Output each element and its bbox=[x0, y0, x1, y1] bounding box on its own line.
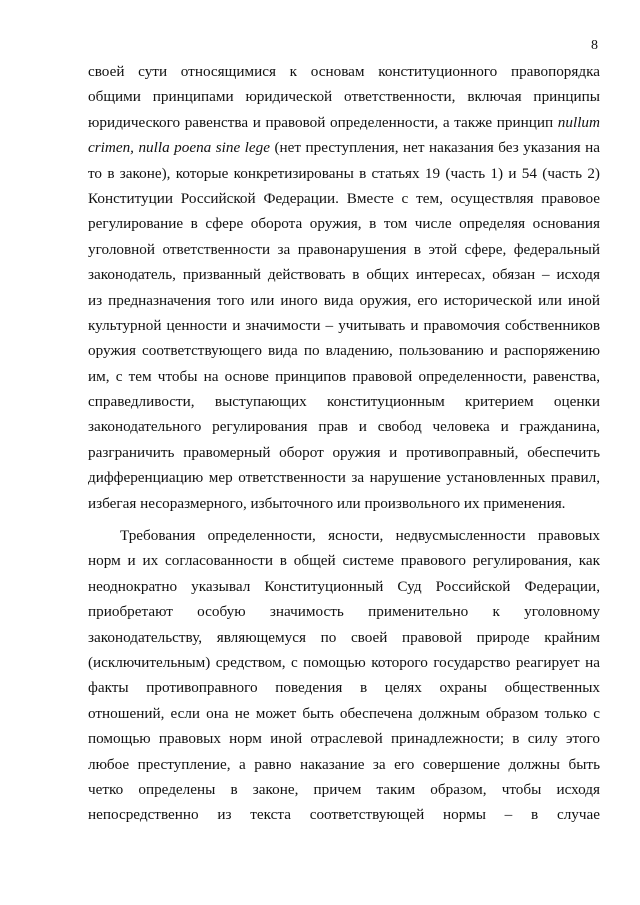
text-line bbox=[88, 110, 600, 135]
text-line: законодательного регулирования прав и свобод человека и гражданина, bbox=[88, 418, 600, 436]
text-line: факты противоправного поведения в целях охраны общественных bbox=[88, 679, 600, 697]
text-line: то в законе), которые конкретизированы в статьях 19 (часть 1) и 54 (часть 2) bbox=[88, 164, 600, 182]
text-line bbox=[88, 135, 600, 160]
text-line: четко определены в законе, причем таким образом, чтобы исходя bbox=[88, 780, 600, 798]
text-line: избегая несоразмерного, избыточного или произвольного их применения. bbox=[88, 494, 566, 512]
text-segment: (нет преступления, нет наказания без указания на bbox=[269, 139, 600, 157]
text-line: любое преступление, а равно наказание за его совершение должны быть bbox=[88, 755, 600, 773]
text-line: из предназначения того или иного вида оружия, его исторической или иной bbox=[88, 291, 600, 309]
text-line: отношений, если она не может быть обеспечена должным образом только с bbox=[88, 704, 600, 722]
text-line: законодательству, являющемуся по своей правовой природе крайним bbox=[88, 628, 600, 646]
text-line: норм и их согласованности в общей системе правового регулирования, как bbox=[88, 552, 600, 570]
text-line: Конституции Российской Федерации. Вместе с тем, осуществляя правовое bbox=[88, 189, 600, 207]
paragraph-1 bbox=[88, 59, 600, 516]
text-line: им, с тем чтобы на основе принципов правовой определенности, равенства, bbox=[88, 367, 600, 385]
latin-term: nullum bbox=[557, 113, 600, 131]
text-line: Требования определенности, ясности, недвусмысленности правовых bbox=[120, 527, 600, 544]
text-line: оружия соответствующего вида по владению, пользованию и распоряжению bbox=[88, 342, 600, 360]
text-line: разграничить правомерный оборот оружия и противоправный, обеспечить bbox=[88, 443, 600, 461]
text-line: справедливости, выступающих конституционным критерием оценки bbox=[88, 393, 600, 411]
latin-term: crimen, nulla poena sine lege bbox=[88, 139, 270, 157]
text-line: непосредственно из текста соответствующей нормы – в случае bbox=[88, 806, 600, 824]
text-line: (исключительным) средством, с помощью которого государство реагирует на bbox=[88, 653, 600, 671]
text-line: неоднократно указывал Конституционный Суд Российской Федерации, bbox=[88, 577, 600, 595]
text-line: своей сути относящимися к основам конституционного правопорядка bbox=[88, 63, 600, 80]
text-line: уголовной ответственности за правонарушения в этой сфере, федеральный bbox=[88, 240, 600, 258]
text-line: законодатель, призванный действовать в общих интересах, обязан – исходя bbox=[88, 266, 600, 284]
text-line: культурной ценности и значимости – учитывать и правомочия собственников bbox=[88, 316, 600, 334]
page-number: 8 bbox=[591, 38, 598, 53]
text-line: приобретают особую значимость применительно к уголовному bbox=[88, 603, 600, 621]
text-line: дифференциацию мер ответственности за нарушение установленных правил, bbox=[88, 469, 600, 487]
text-line: регулирование в сфере оборота оружия, в том числе определяя основания bbox=[88, 215, 600, 233]
text-line: помощью правовых норм иной отраслевой принадлежности; в силу этого bbox=[88, 730, 600, 748]
text-segment: юридического равенства и правовой определенности, а также принцип bbox=[88, 113, 558, 131]
text-line: общими принципами юридической ответственности, включая принципы bbox=[88, 88, 600, 106]
paragraph-2 bbox=[88, 523, 600, 828]
